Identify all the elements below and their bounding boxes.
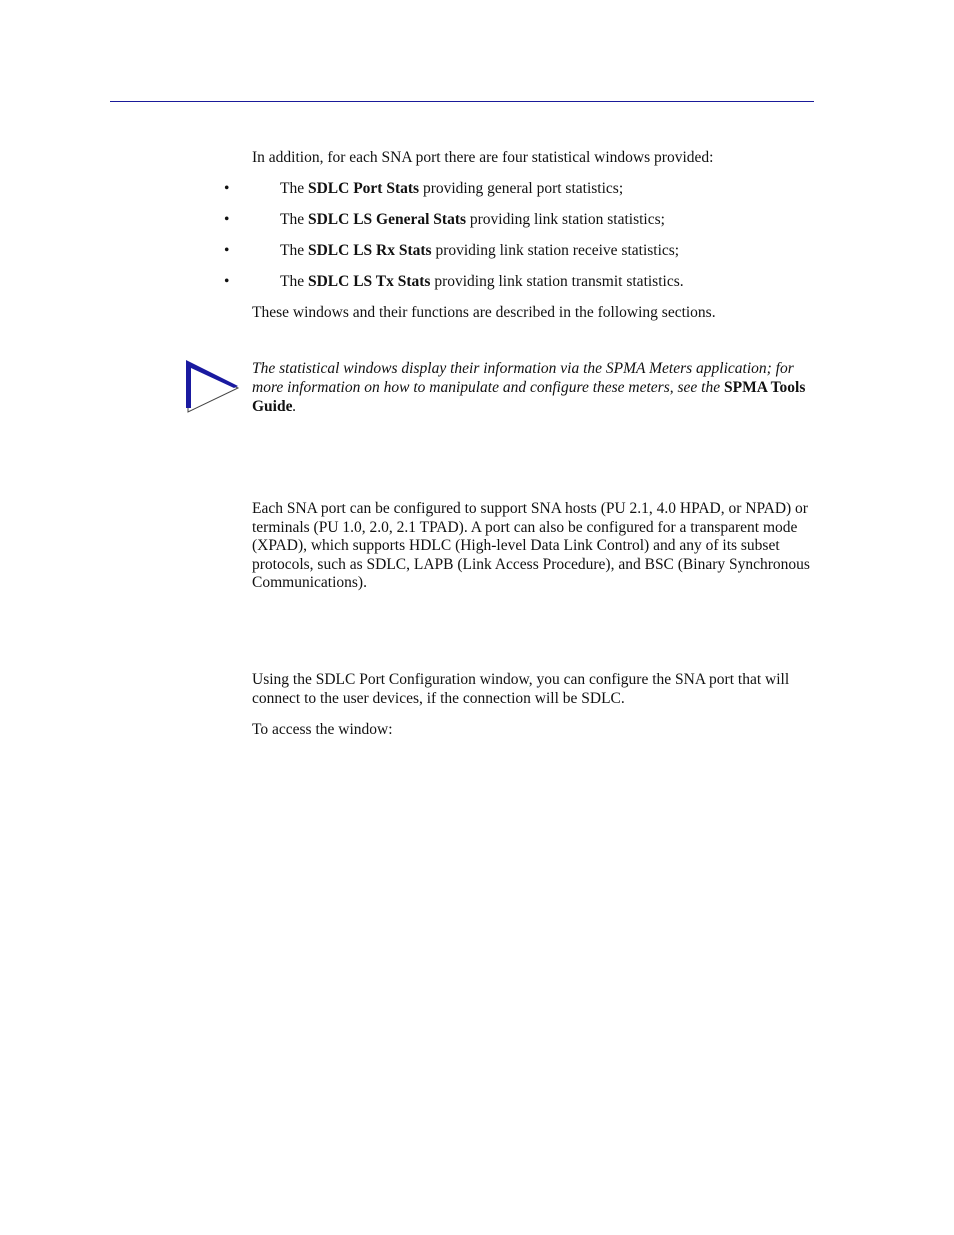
port-config-paragraph: Each SNA port can be configured to support SNA hosts (PU 2.1, 4.0 HPAD, or NPAD) or terminals (PU 1.0, 2.0, 2.1 TPAD). A port can also be configured for a transparent mode (XPAD), which supports HDLC (High-level Data Link Control) and any of its subset protocols, such as SDLC, LAPB (Link Access Procedure), and BSC (Binary Synchronous Communications). xyxy=(252,500,810,592)
access-window-text: To access the window: xyxy=(252,721,393,738)
summary-text: These windows and their functions are described in the following sections. xyxy=(252,304,716,322)
intro-section xyxy=(224,149,814,323)
header-rule xyxy=(110,101,814,102)
window-name: SDLC LS General Stats xyxy=(307,210,467,228)
bullet-icon: • xyxy=(224,242,230,260)
bullet-icon: • xyxy=(224,179,230,197)
note-text: The statistical windows display their information via the SPMA Meters application; for more information on how to manipulate and configure these meters, see the SPMA Tools Guide. xyxy=(252,360,806,415)
list-item: • The SDLC Port Stats providing general port statistics; xyxy=(224,179,624,197)
note-triangle-icon xyxy=(184,358,242,416)
stats-window-list xyxy=(224,179,814,292)
window-name: SDLC Port Stats xyxy=(307,179,420,197)
bullet-icon: • xyxy=(224,210,230,228)
bullet-icon: • xyxy=(224,273,230,291)
sdlc-config-paragraph: Using the SDLC Port Configuration window, you can configure the SNA port that will connect to the user devices, if the connection will be SDLC. xyxy=(252,671,790,707)
list-item: • The SDLC LS Tx Stats providing link station transmit statistics. xyxy=(224,273,684,291)
intro-text: In addition, for each SNA port there are four statistical windows provided: xyxy=(252,149,714,166)
list-item: • The SDLC LS General Stats providing link station statistics; xyxy=(224,210,665,228)
guide-reference: SPMA Tools Guide xyxy=(252,378,806,415)
window-name: SDLC LS Rx Stats xyxy=(307,242,432,260)
list-item: • The SDLC LS Rx Stats providing link station receive statistics; xyxy=(224,242,680,260)
window-name: SDLC LS Tx Stats xyxy=(307,273,431,291)
